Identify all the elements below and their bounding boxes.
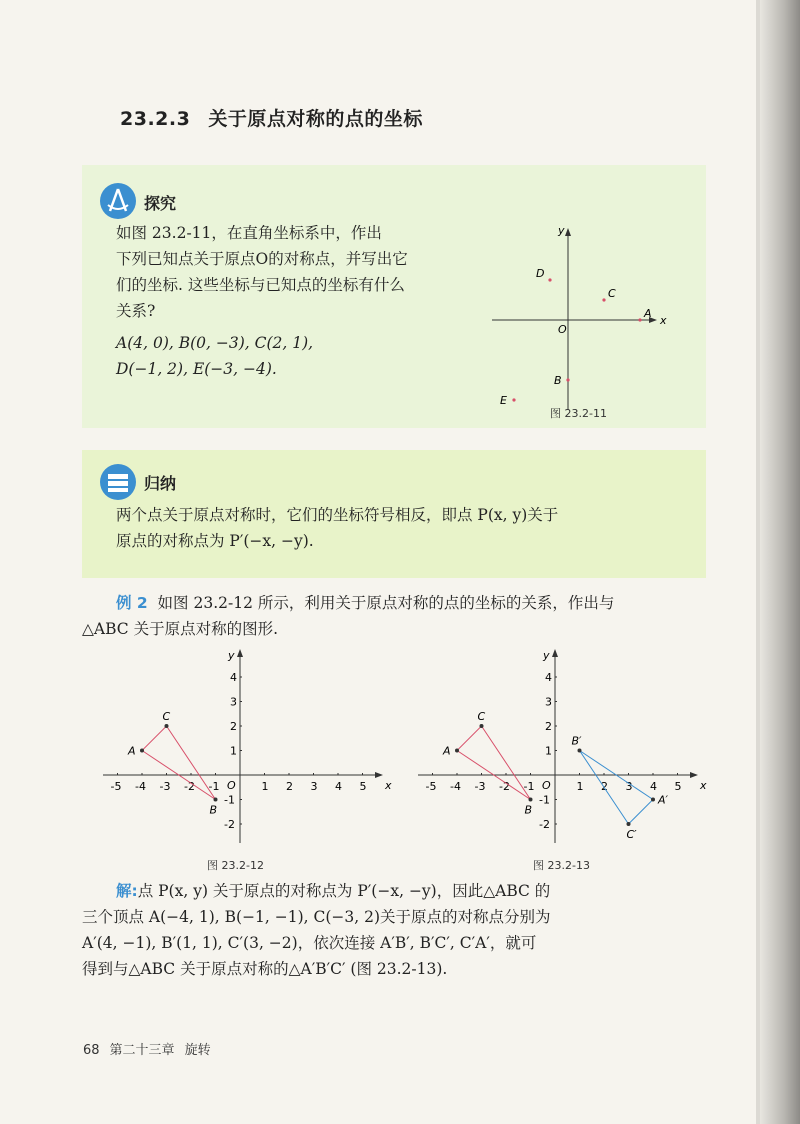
x-tick-label: 5 [359, 780, 367, 793]
x-tick-label: -3 [159, 780, 171, 793]
figure-23-2-13 [410, 645, 710, 855]
solution-text: 点 P(x, y) 关于原点的对称点为 P′(−x, −y)，因此△ABC 的 [137, 882, 551, 900]
x-tick-label: -4 [450, 780, 461, 793]
x-tick-label: 1 [261, 780, 269, 793]
figure-23-2-11 [482, 220, 697, 420]
section-title: 关于原点对称的点的坐标 [208, 108, 423, 130]
x-axis-arrow [375, 772, 383, 778]
explore-line: 关系? [116, 302, 156, 320]
vertex-B [214, 798, 218, 802]
explore-line: 如图 23.2-11，在直角坐标系中，作出 [116, 224, 382, 242]
origin-label: O [227, 779, 236, 792]
point-label: A [644, 307, 652, 320]
x-tick-label: 5 [674, 780, 682, 793]
y-tick-label: 1 [230, 744, 237, 758]
summary-line: 两个点关于原点对称时，它们的坐标符号相反，即点 P(x, y)关于 [116, 506, 559, 524]
figure-caption: 图 23.2-12 [207, 859, 264, 872]
vertex-A′ [651, 798, 655, 802]
x-tick-label: -3 [474, 780, 486, 793]
vertex-A [140, 749, 144, 753]
vertex-label: B [524, 803, 533, 817]
point-E [512, 398, 515, 401]
x-tick-label: 2 [286, 780, 293, 793]
y-tick-label: 3 [545, 695, 552, 709]
compass-icon [100, 183, 136, 219]
y-axis-arrow [237, 649, 243, 657]
solution-line: 三个顶点 A(−4, 1), B(−1, −1), C(−3, 2)关于原点的对称点分别为 [82, 908, 551, 926]
origin-label: O [542, 779, 551, 792]
page-number: 68 [83, 1043, 100, 1058]
solution-label: 解: [116, 882, 138, 900]
x-tick-label: 3 [310, 780, 318, 793]
example-line: △ABC 关于原点对称的图形. [82, 620, 279, 638]
vertex-A [455, 749, 459, 753]
triangle [580, 751, 654, 825]
vertex-label: A [443, 744, 451, 758]
x-axis-arrow [690, 772, 698, 778]
explore-box [82, 165, 706, 428]
explore-paragraph [116, 220, 496, 382]
y-axis-arrow [565, 228, 571, 236]
explore-line: 们的坐标. 这些坐标与已知点的坐标有什么 [116, 276, 405, 294]
summary-paragraph [116, 502, 696, 554]
book-icon [100, 464, 136, 500]
x-tick-label: 2 [601, 780, 608, 793]
y-tick-label: 3 [230, 695, 237, 709]
solution-line [116, 878, 702, 904]
vertex-label: B′ [571, 734, 582, 748]
example-label: 例 2 [116, 594, 148, 612]
explore-line: 下列已知点关于原点O的对称点，并写出它 [116, 250, 408, 268]
section-heading [120, 104, 423, 131]
explore-points-line: D(−1, 2), E(−3, −4). [116, 360, 277, 378]
y-tick-label: 2 [545, 720, 552, 733]
vertex-C′ [627, 822, 631, 826]
point-B [566, 378, 569, 381]
x-tick-label: 4 [650, 780, 657, 793]
x-tick-label: -5 [425, 780, 437, 793]
explore-title: 探究 [144, 194, 177, 213]
point-label: B [554, 374, 562, 387]
vertex-label: A′ [658, 793, 669, 807]
x-tick-label: -5 [110, 780, 122, 793]
x-tick-label: -4 [135, 780, 146, 793]
solution-line: 得到与△ABC 关于原点对称的△A′B′C′ (图 23.2-13). [82, 960, 448, 978]
y-tick-label: -1 [539, 793, 550, 807]
point-label: D [536, 267, 545, 280]
y-tick-label: -1 [224, 793, 235, 807]
x-tick-label: 1 [576, 780, 584, 793]
point-A [638, 318, 641, 321]
summary-box [82, 450, 706, 578]
y-axis-label: y [558, 224, 565, 237]
x-axis-label: x [385, 779, 392, 792]
vertex-label: A [128, 744, 136, 758]
y-tick-label: 2 [230, 720, 237, 733]
section-number: 23.2.3 [120, 108, 191, 130]
example-line [116, 590, 716, 616]
y-tick-label: 4 [545, 671, 552, 684]
vertex-C [480, 724, 484, 728]
point-C [602, 298, 605, 301]
explore-points-line: A(4, 0), B(0, −3), C(2, 1), [116, 334, 314, 352]
x-tick-label: -2 [184, 780, 195, 793]
x-tick-label: -2 [499, 780, 510, 793]
y-tick-label: -2 [539, 818, 550, 831]
vertex-label: C [477, 710, 486, 723]
solution-line: A′(4, −1), B′(1, 1), C′(3, −2)，依次连接 A′B′, B′C′, C′A′，就可 [82, 934, 537, 952]
vertex-C [165, 724, 169, 728]
chapter-name: 第二十三章 [109, 1043, 175, 1058]
y-tick-label: -2 [224, 818, 235, 831]
summary-line: 原点的对称点为 P′(−x, −y). [116, 532, 314, 550]
vertex-label: C [162, 710, 171, 723]
points-group [500, 267, 652, 407]
figure-caption: 图 23.2-11 [550, 407, 607, 420]
example-paragraph [82, 590, 716, 642]
figure-caption: 图 23.2-13 [533, 859, 590, 872]
example-text: 如图 23.2-12 所示，利用关于原点对称的点的坐标的关系，作出与 [157, 594, 615, 612]
vertex-B [529, 798, 533, 802]
page-edge [760, 0, 800, 1124]
y-tick-label: 1 [545, 744, 552, 758]
x-axis-label: x [660, 314, 667, 327]
origin-label: O [558, 323, 567, 336]
triangle [457, 726, 531, 800]
vertex-label: B [209, 803, 218, 817]
page-footer [83, 1039, 221, 1058]
y-axis-arrow [552, 649, 558, 657]
y-axis-label: y [228, 649, 235, 662]
point-label: E [500, 394, 507, 407]
x-tick-label: 4 [335, 780, 342, 793]
y-tick-label: 4 [230, 671, 237, 684]
summary-title: 归纳 [144, 474, 177, 493]
y-axis-label: y [543, 649, 550, 662]
x-tick-label: -1 [208, 780, 220, 793]
chapter-title: 旋转 [184, 1043, 211, 1058]
triangle [142, 726, 216, 800]
solution-paragraph [82, 878, 702, 982]
vertex-label: C′ [626, 828, 637, 841]
x-axis-label: x [700, 779, 707, 792]
vertex-B′ [578, 749, 582, 753]
figure-23-2-12 [95, 645, 395, 855]
x-tick-label: 3 [625, 780, 633, 793]
x-tick-label: -1 [523, 780, 535, 793]
point-D [548, 278, 551, 281]
point-label: C [608, 287, 616, 300]
